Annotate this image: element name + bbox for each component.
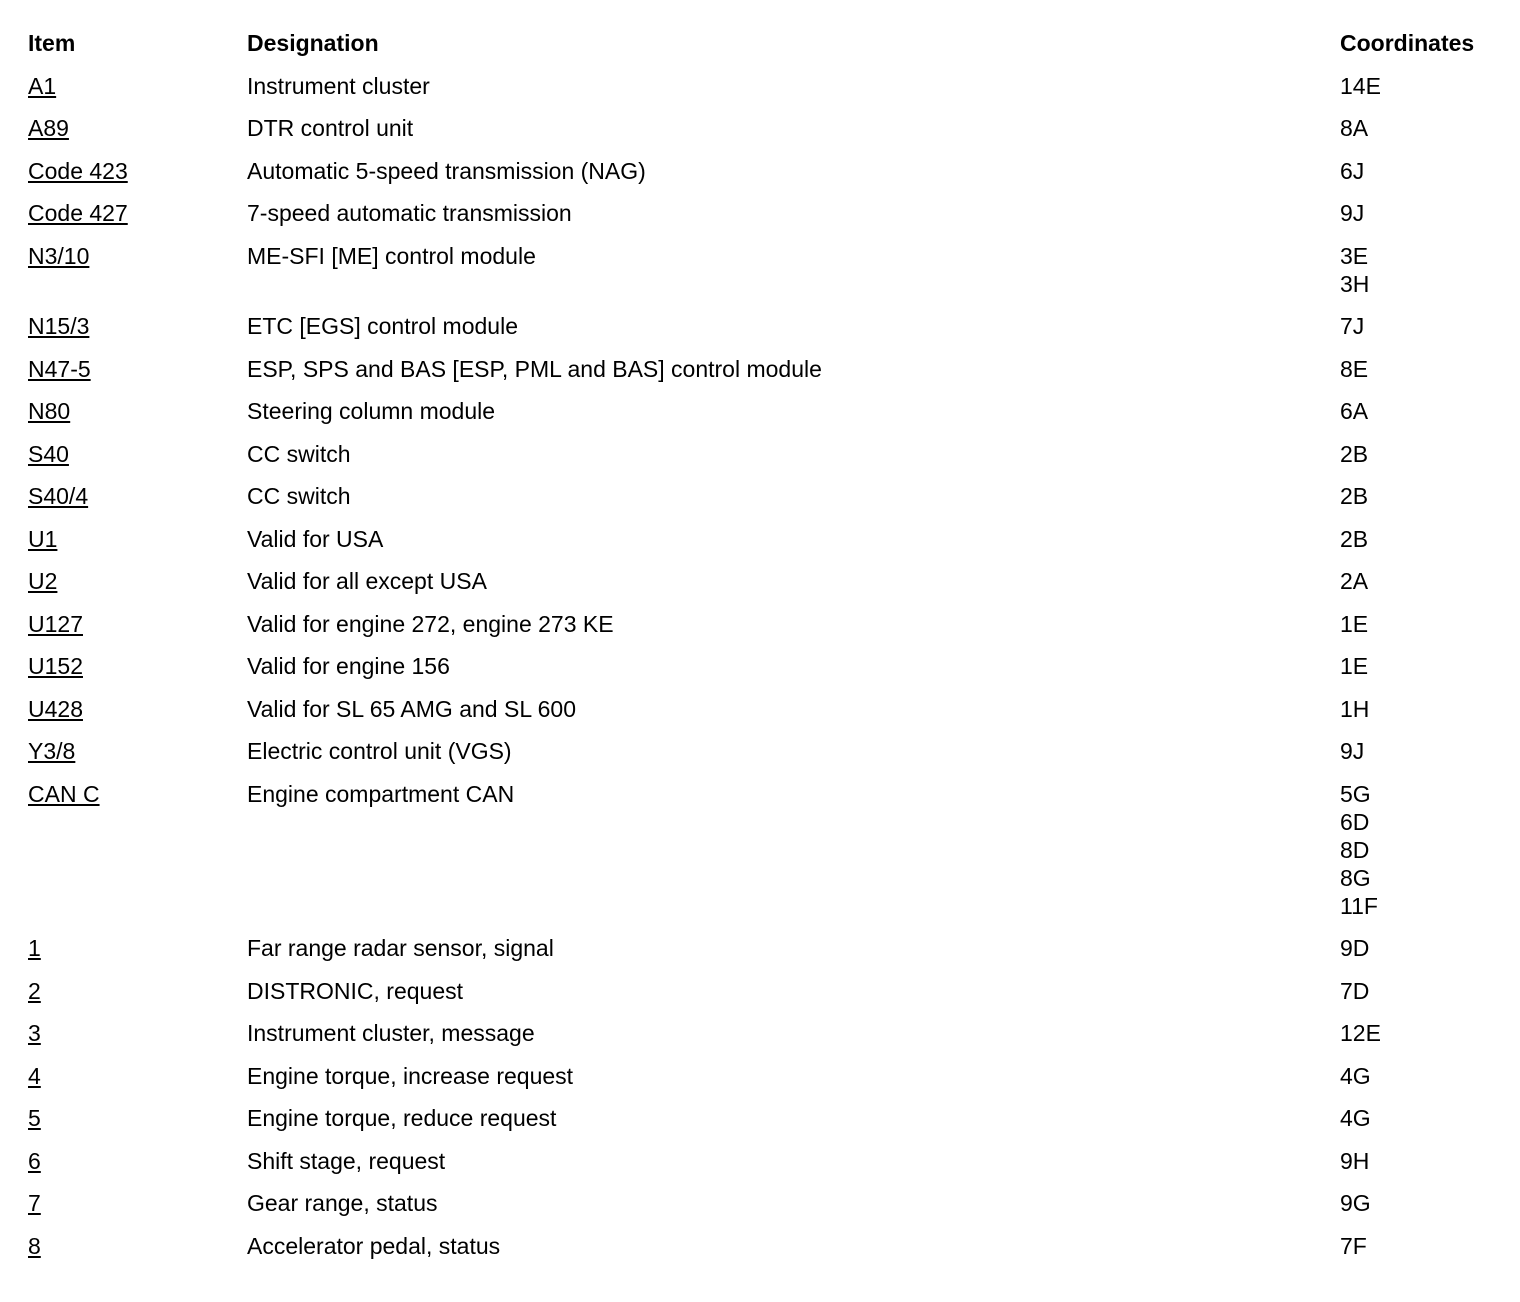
header-coordinates: Coordinates [1340,30,1475,56]
coordinates-cell [1340,114,1508,142]
coordinates-cell [1340,312,1508,340]
item-link[interactable]: 4 [28,1062,41,1089]
coordinate-value: 2A [1340,568,1369,594]
item-link[interactable]: 3 [28,1020,41,1046]
coordinate-value: 9G [1340,1190,1371,1216]
item-link[interactable]: 8 [28,1232,41,1259]
coordinates-cell [1340,737,1508,765]
coordinates-cell [1340,482,1508,510]
coordinates-cell [1340,199,1508,227]
coordinates-cell [1340,610,1508,638]
designation-cell: CC switch [247,440,351,467]
item-cell [28,397,247,425]
item-link[interactable]: S40/4 [28,483,89,509]
item-link[interactable]: 6 [28,1147,41,1174]
designation-cell: Valid for all except USA [247,568,487,594]
designation-cell: Valid for engine 156 [247,653,450,679]
item-cell [28,355,247,383]
item-link[interactable]: CAN C [28,780,100,807]
table-row [28,397,1508,440]
table-row [28,1147,1508,1190]
designation-cell: Steering column module [247,398,496,424]
designation-cell: Gear range, status [247,1190,438,1216]
item-link[interactable]: N3/10 [28,242,90,269]
coordinates-cell [1340,242,1508,298]
designation-cell: Electric control unit (VGS) [247,738,512,764]
designation-cell: Engine torque, increase request [247,1062,574,1089]
designation-cell: ETC [EGS] control module [247,313,518,339]
item-cell [28,157,247,185]
coordinates-cell [1340,652,1508,680]
coordinates-cell [1340,1147,1508,1175]
designation-cell: CC switch [247,483,351,509]
item-link[interactable]: 1 [28,935,41,961]
coordinate-value: 8A [1340,115,1369,141]
item-link[interactable]: N47-5 [28,355,91,382]
table-row [28,1104,1508,1147]
table-row [28,610,1508,653]
header-item: Item [28,30,76,56]
table-row [28,1232,1508,1275]
item-link[interactable]: 7 [28,1190,41,1216]
item-link[interactable]: 5 [28,1105,41,1131]
table-row [28,1189,1508,1232]
item-cell [28,695,247,723]
coordinate-value: 4G [1340,1062,1371,1089]
designation-cell: DTR control unit [247,115,414,141]
coordinates-cell [1340,355,1508,383]
coordinates-cell [1340,780,1508,920]
table-header [28,29,1508,72]
coordinate-value: 11F [1340,892,1378,919]
designation-cell: Instrument cluster [247,72,430,99]
item-link[interactable]: Code 427 [28,200,128,226]
coordinate-value: 1E [1340,610,1369,637]
designation-cell: Shift stage, request [247,1147,446,1174]
coordinate-value: 2B [1340,483,1369,509]
designation-cell: Accelerator pedal, status [247,1232,501,1259]
coordinates-cell [1340,934,1508,962]
coordinate-value: 8D [1340,836,1370,863]
coordinate-value: 1H [1340,695,1370,722]
coordinates-cell [1340,1104,1508,1132]
table-row [28,652,1508,695]
coordinate-value: 6D [1340,808,1370,835]
coordinates-cell [1340,567,1508,595]
table-row [28,1062,1508,1105]
coordinate-value: 6A [1340,398,1369,424]
coordinate-value: 12E [1340,1020,1381,1046]
item-cell [28,610,247,638]
table-body [28,72,1508,1275]
item-link[interactable]: U152 [28,653,83,679]
item-link[interactable]: S40 [28,440,69,467]
table-row [28,695,1508,738]
coordinate-value: 4G [1340,1105,1371,1131]
item-cell [28,1147,247,1175]
designation-cell: DISTRONIC, request [247,977,463,1004]
item-cell [28,440,247,468]
coordinate-value: 7J [1340,313,1365,339]
legend-table [28,29,1508,1274]
coordinates-cell [1340,525,1508,553]
designation-cell: Engine compartment CAN [247,780,515,807]
coordinates-cell [1340,695,1508,723]
item-link[interactable]: U428 [28,695,83,722]
designation-cell: Far range radar sensor, signal [247,935,554,961]
item-link[interactable]: N80 [28,398,71,424]
table-row [28,199,1508,242]
table-row [28,312,1508,355]
coordinates-cell [1340,397,1508,425]
item-cell [28,199,247,227]
item-link[interactable]: A89 [28,115,69,141]
item-cell [28,1189,247,1217]
coordinates-cell [1340,977,1508,1005]
coordinate-value: 9H [1340,1147,1370,1174]
table-row [28,114,1508,157]
item-cell [28,934,247,962]
coordinates-cell [1340,1189,1508,1217]
coordinate-value: 9J [1340,200,1365,226]
coordinates-cell [1340,1232,1508,1260]
item-cell [28,567,247,595]
item-link[interactable]: U2 [28,568,58,594]
coordinate-value: 9J [1340,738,1365,764]
item-cell [28,312,247,340]
designation-cell: ESP, SPS and BAS [ESP, PML and BAS] control module [247,355,822,382]
item-cell [28,652,247,680]
coordinate-value: 1E [1340,653,1369,679]
coordinate-value: 5G [1340,780,1371,807]
item-link[interactable]: U1 [28,525,58,552]
coordinate-value: 8E [1340,355,1369,382]
header-designation: Designation [247,30,379,56]
item-cell [28,977,247,1005]
item-cell [28,525,247,553]
item-cell [28,72,247,100]
table-row [28,934,1508,977]
designation-cell: Valid for SL 65 AMG and SL 600 [247,695,577,722]
item-cell [28,1104,247,1132]
coordinate-value: 7D [1340,977,1370,1004]
table-row [28,1019,1508,1062]
item-cell [28,1232,247,1260]
item-cell [28,242,247,270]
coordinates-cell [1340,440,1508,468]
item-cell [28,737,247,765]
table-row [28,567,1508,610]
coordinate-value: 2B [1340,525,1369,552]
designation-cell: Valid for engine 272, engine 273 KE [247,610,614,637]
coordinate-value: 9D [1340,935,1370,961]
designation-cell: Valid for USA [247,525,384,552]
designation-cell: Automatic 5-speed transmission (NAG) [247,157,646,184]
designation-cell: Instrument cluster, message [247,1020,535,1046]
item-link[interactable]: U127 [28,610,83,637]
table-row [28,737,1508,780]
item-cell [28,114,247,142]
coordinates-cell [1340,1062,1508,1090]
coordinates-cell [1340,1019,1508,1047]
coordinate-value: 3E [1340,242,1369,269]
coordinates-cell [1340,157,1508,185]
item-link[interactable]: A1 [28,72,57,99]
designation-cell: 7-speed automatic transmission [247,200,572,226]
coordinate-value: 2B [1340,440,1369,467]
coordinate-value: 3H [1340,270,1370,297]
designation-cell: Engine torque, reduce request [247,1105,557,1131]
item-link[interactable]: Y3/8 [28,738,76,764]
table-row [28,525,1508,568]
table-row [28,355,1508,398]
table-row [28,780,1508,935]
table-row [28,440,1508,483]
coordinate-value: 6J [1340,157,1365,184]
item-link[interactable]: 2 [28,977,41,1004]
table-row [28,482,1508,525]
table-row [28,977,1508,1020]
item-link[interactable]: N15/3 [28,313,90,339]
table-row [28,72,1508,115]
item-cell [28,482,247,510]
item-cell [28,780,247,808]
designation-cell: ME-SFI [ME] control module [247,242,536,269]
coordinate-value: 14E [1340,72,1381,99]
coordinate-value: 8G [1340,864,1371,891]
item-cell [28,1062,247,1090]
coordinates-cell [1340,72,1508,100]
coordinate-value: 7F [1340,1232,1367,1259]
table-row [28,157,1508,200]
item-cell [28,1019,247,1047]
item-link[interactable]: Code 423 [28,157,128,184]
table-row [28,242,1508,313]
